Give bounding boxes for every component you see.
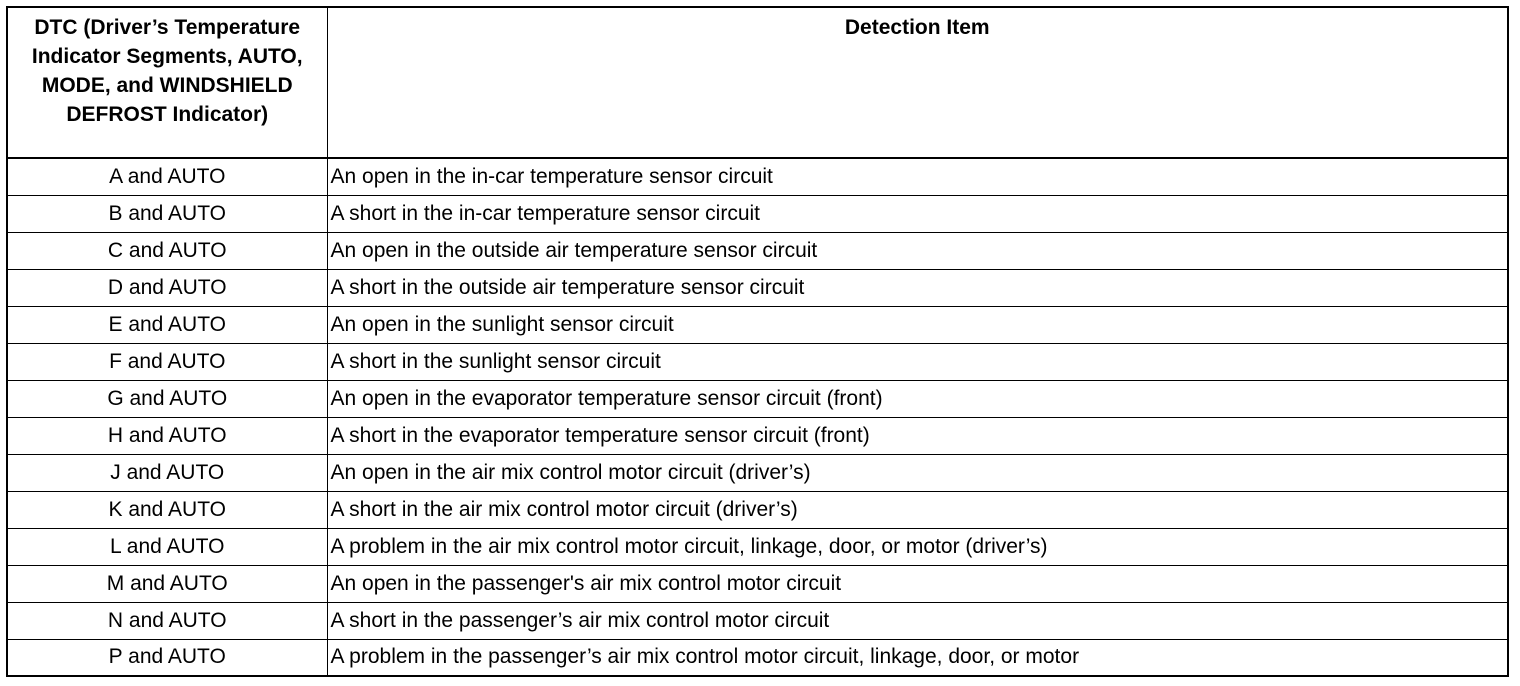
dtc-cell: J and AUTO	[7, 454, 327, 491]
table-header	[7, 7, 1508, 158]
detection-item-cell: A short in the evaporator temperature sensor circuit (front)	[327, 417, 1508, 454]
table-row	[7, 195, 1508, 232]
detection-item-cell: An open in the in-car temperature sensor circuit	[327, 158, 1508, 195]
dtc-cell: A and AUTO	[7, 158, 327, 195]
detection-item-column-header: Detection Item	[327, 7, 1508, 158]
table-row	[7, 602, 1508, 639]
header-row	[7, 7, 1508, 158]
detection-item-cell: An open in the evaporator temperature sensor circuit (front)	[327, 380, 1508, 417]
detection-item-cell: An open in the outside air temperature sensor circuit	[327, 232, 1508, 269]
dtc-cell: K and AUTO	[7, 491, 327, 528]
table-row	[7, 491, 1508, 528]
detection-item-cell: An open in the sunlight sensor circuit	[327, 306, 1508, 343]
detection-item-cell: A short in the passenger’s air mix control motor circuit	[327, 602, 1508, 639]
table-row	[7, 380, 1508, 417]
table-row	[7, 565, 1508, 602]
table-row	[7, 343, 1508, 380]
detection-item-cell: A problem in the passenger’s air mix control motor circuit, linkage, door, or motor	[327, 639, 1508, 676]
detection-item-cell: A short in the air mix control motor circuit (driver’s)	[327, 491, 1508, 528]
dtc-cell: E and AUTO	[7, 306, 327, 343]
dtc-cell: P and AUTO	[7, 639, 327, 676]
table-row	[7, 528, 1508, 565]
table-row	[7, 417, 1508, 454]
table-row	[7, 158, 1508, 195]
dtc-cell: G and AUTO	[7, 380, 327, 417]
dtc-cell: N and AUTO	[7, 602, 327, 639]
detection-item-cell: A short in the in-car temperature sensor circuit	[327, 195, 1508, 232]
dtc-cell: B and AUTO	[7, 195, 327, 232]
table-row	[7, 269, 1508, 306]
table-row	[7, 232, 1508, 269]
detection-item-cell: A problem in the air mix control motor circuit, linkage, door, or motor (driver’s)	[327, 528, 1508, 565]
dtc-cell: C and AUTO	[7, 232, 327, 269]
detection-item-cell: An open in the air mix control motor circuit (driver’s)	[327, 454, 1508, 491]
table-row	[7, 306, 1508, 343]
dtc-cell: D and AUTO	[7, 269, 327, 306]
table-row	[7, 639, 1508, 676]
dtc-table	[6, 6, 1509, 677]
table-body	[7, 158, 1508, 676]
dtc-column-header: DTC (Driver’s Temperature Indicator Segments, AUTO, MODE, and WINDSHIELD DEFROST Indicator)	[7, 7, 327, 158]
dtc-cell: H and AUTO	[7, 417, 327, 454]
dtc-cell: L and AUTO	[7, 528, 327, 565]
dtc-cell: F and AUTO	[7, 343, 327, 380]
dtc-cell: M and AUTO	[7, 565, 327, 602]
detection-item-cell: A short in the sunlight sensor circuit	[327, 343, 1508, 380]
table-row	[7, 454, 1508, 491]
detection-item-cell: An open in the passenger's air mix control motor circuit	[327, 565, 1508, 602]
detection-item-cell: A short in the outside air temperature sensor circuit	[327, 269, 1508, 306]
